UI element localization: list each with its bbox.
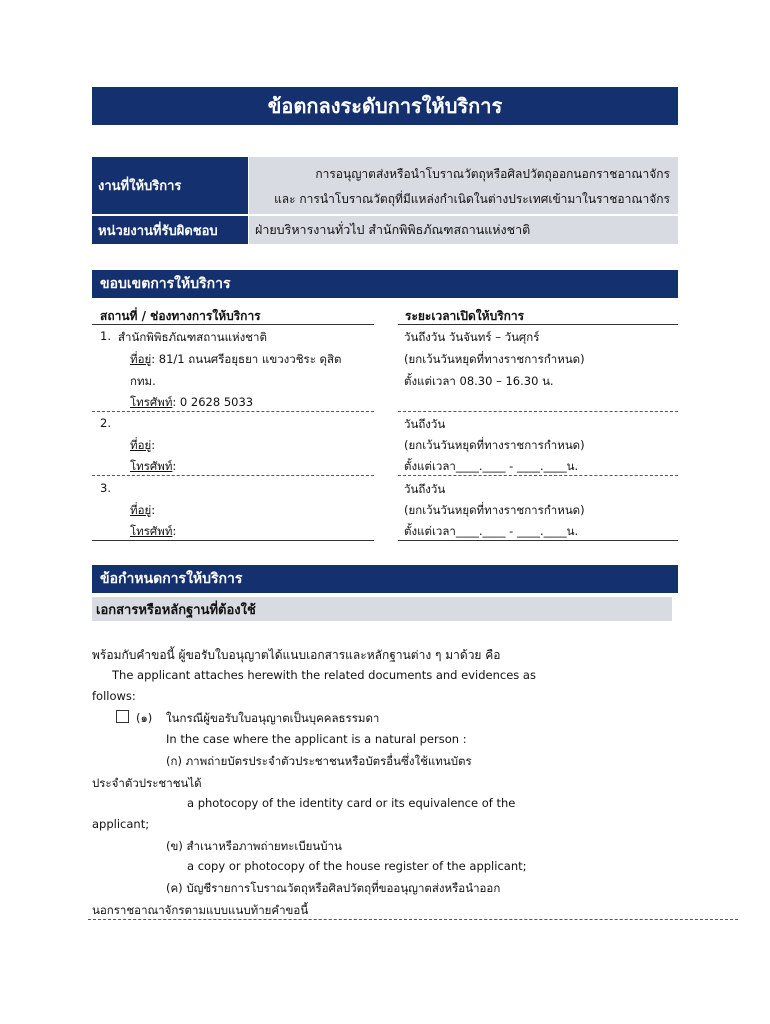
entry-3-address xyxy=(130,502,155,520)
service-value xyxy=(248,157,678,214)
item-a-english-1: a photocopy of the identity card or its equivalence of the xyxy=(187,796,516,810)
documents-subheader: เอกสารหรือหลักฐานที่ต้องใช้ xyxy=(92,597,672,621)
entry-1-phone-label: โทรศัพท์ xyxy=(130,395,173,409)
page-bottom-divider xyxy=(88,919,738,920)
entry-1-address-label: ที่อยู่ xyxy=(130,352,152,366)
entry-2-divider-left xyxy=(92,475,374,476)
entry-1-address-cont: กทม. xyxy=(130,374,156,388)
col-time-rule xyxy=(398,324,678,325)
entry-2-phone xyxy=(130,458,176,476)
entry-3-except: (ยกเว้นวันหยุดที่ทางราชการกำหนด) xyxy=(404,503,585,517)
service-line-2: และ การนำโบราณวัตถุที่มีแหล่งกำเนิดในต่างประเทศเข้ามาในราชอาณาจักร xyxy=(274,192,670,206)
entry-1-name: สำนักพิพิธภัณฑสถานแห่งชาติ xyxy=(118,330,267,344)
entry-1-phone xyxy=(130,394,253,412)
item-a-thai-2: ประจำตัวประชาชนได้ xyxy=(92,776,202,790)
entry-1-except: (ยกเว้นวันหยุดที่ทางราชการกำหนด) xyxy=(404,352,585,366)
item-c-thai-2: นอกราชอาณาจักรตามแบบแนบท้ายคำขอนี้ xyxy=(92,903,309,917)
entry-2-address-label: ที่อยู่ xyxy=(130,438,152,452)
entry-2-hours: ตั้งแต่เวลา____.____ - ____.____น. xyxy=(404,459,579,473)
service-info-table xyxy=(92,157,678,244)
entry-3-phone-label: โทรศัพท์ xyxy=(130,524,173,538)
terms-header: ข้อกำหนดการให้บริการ xyxy=(92,565,678,593)
item-1-english: In the case where the applicant is a natural person : xyxy=(166,732,467,746)
entry-3-address-value: : xyxy=(151,503,156,517)
item-a-english-2: applicant; xyxy=(92,817,150,831)
item-a-thai-1: (ก) ภาพถ่ายบัตรประจำตัวประชาชนหรือบัตรอื่นซึ่งใช้แทนบัตร xyxy=(166,754,472,768)
service-label: งานที่ให้บริการ xyxy=(92,157,248,214)
unit-value: ฝ่ายบริหารงานทั่วไป สำนักพิพิธภัณฑสถานแห่งชาติ xyxy=(248,216,678,244)
intro-thai: พร้อมกับคำขอนี้ ผู้ขอรับใบอนุญาตได้แนบเอกสารและหลักฐานต่าง ๆ มาด้วย คือ xyxy=(92,648,501,662)
page-title: ข้อตกลงระดับการให้บริการ xyxy=(92,87,678,125)
entry-2-days: วันถึงวัน xyxy=(404,417,446,431)
entry-3-number: 3. xyxy=(100,481,111,495)
col-time-header: ระยะเวลาเปิดให้บริการ xyxy=(405,309,525,323)
entry-3-divider-right xyxy=(398,540,678,541)
item-1-thai: ในกรณีผู้ขอรับใบอนุญาตเป็นบุคคลธรรมดา xyxy=(166,711,380,725)
entry-1-phone-value: : 0 2628 5033 xyxy=(172,395,254,409)
entry-2-phone-label: โทรศัพท์ xyxy=(130,459,173,473)
item-b-english: a copy or photocopy of the house register of the applicant; xyxy=(187,859,527,873)
entry-1-number: 1. xyxy=(100,329,111,343)
service-line-1: การอนุญาตส่งหรือนำโบราณวัตถุหรือศิลปวัตถุออกนอกราชอาณาจักร xyxy=(315,167,670,181)
entry-3-address-label: ที่อยู่ xyxy=(130,503,152,517)
entry-2-except: (ยกเว้นวันหยุดที่ทางราชการกำหนด) xyxy=(404,438,585,452)
entry-1-address xyxy=(130,351,342,369)
entry-3-hours: ตั้งแต่เวลา____.____ - ____.____น. xyxy=(404,524,579,538)
entry-1-address-value: : 81/1 ถนนศรีอยุธยา แขวงวชิระ ดุสิต xyxy=(151,352,342,366)
entry-2-address-value: : xyxy=(151,438,156,452)
entry-1-days: วันถึงวัน วันจันทร์ – วันศุกร์ xyxy=(404,330,540,344)
entry-2-address xyxy=(130,437,155,455)
entry-1-divider-right xyxy=(398,411,678,412)
natural-person-checkbox[interactable] xyxy=(116,710,129,723)
col-place-header: สถานที่ / ช่องทางการให้บริการ xyxy=(100,309,261,323)
entry-3-divider-left xyxy=(92,540,374,541)
entry-3-phone xyxy=(130,523,176,541)
entry-3-days: วันถึงวัน xyxy=(404,482,446,496)
entry-3-phone-value: : xyxy=(172,524,177,538)
unit-label: หน่วยงานที่รับผิดชอบ xyxy=(92,216,248,244)
intro-english-1: The applicant attaches herewith the related documents and evidences as xyxy=(112,668,536,682)
entry-2-divider-right xyxy=(398,475,678,476)
scope-header: ขอบเขตการให้บริการ xyxy=(92,270,678,298)
item-c-thai-1: (ค) บัญชีรายการโบราณวัตถุหรือศิลปวัตถุที่ขออนุญาตส่งหรือนำออก xyxy=(166,881,501,895)
entry-1-divider-left xyxy=(92,411,374,412)
col-place-rule xyxy=(92,324,374,325)
item-1-number: (๑) xyxy=(136,711,153,725)
intro-english-2: follows: xyxy=(92,689,136,703)
entry-2-number: 2. xyxy=(100,416,111,430)
entry-2-phone-value: : xyxy=(172,459,177,473)
entry-1-hours: ตั้งแต่เวลา 08.30 – 16.30 น. xyxy=(404,374,554,388)
item-b-thai: (ข) สำเนาหรือภาพถ่ายทะเบียนบ้าน xyxy=(166,839,342,853)
